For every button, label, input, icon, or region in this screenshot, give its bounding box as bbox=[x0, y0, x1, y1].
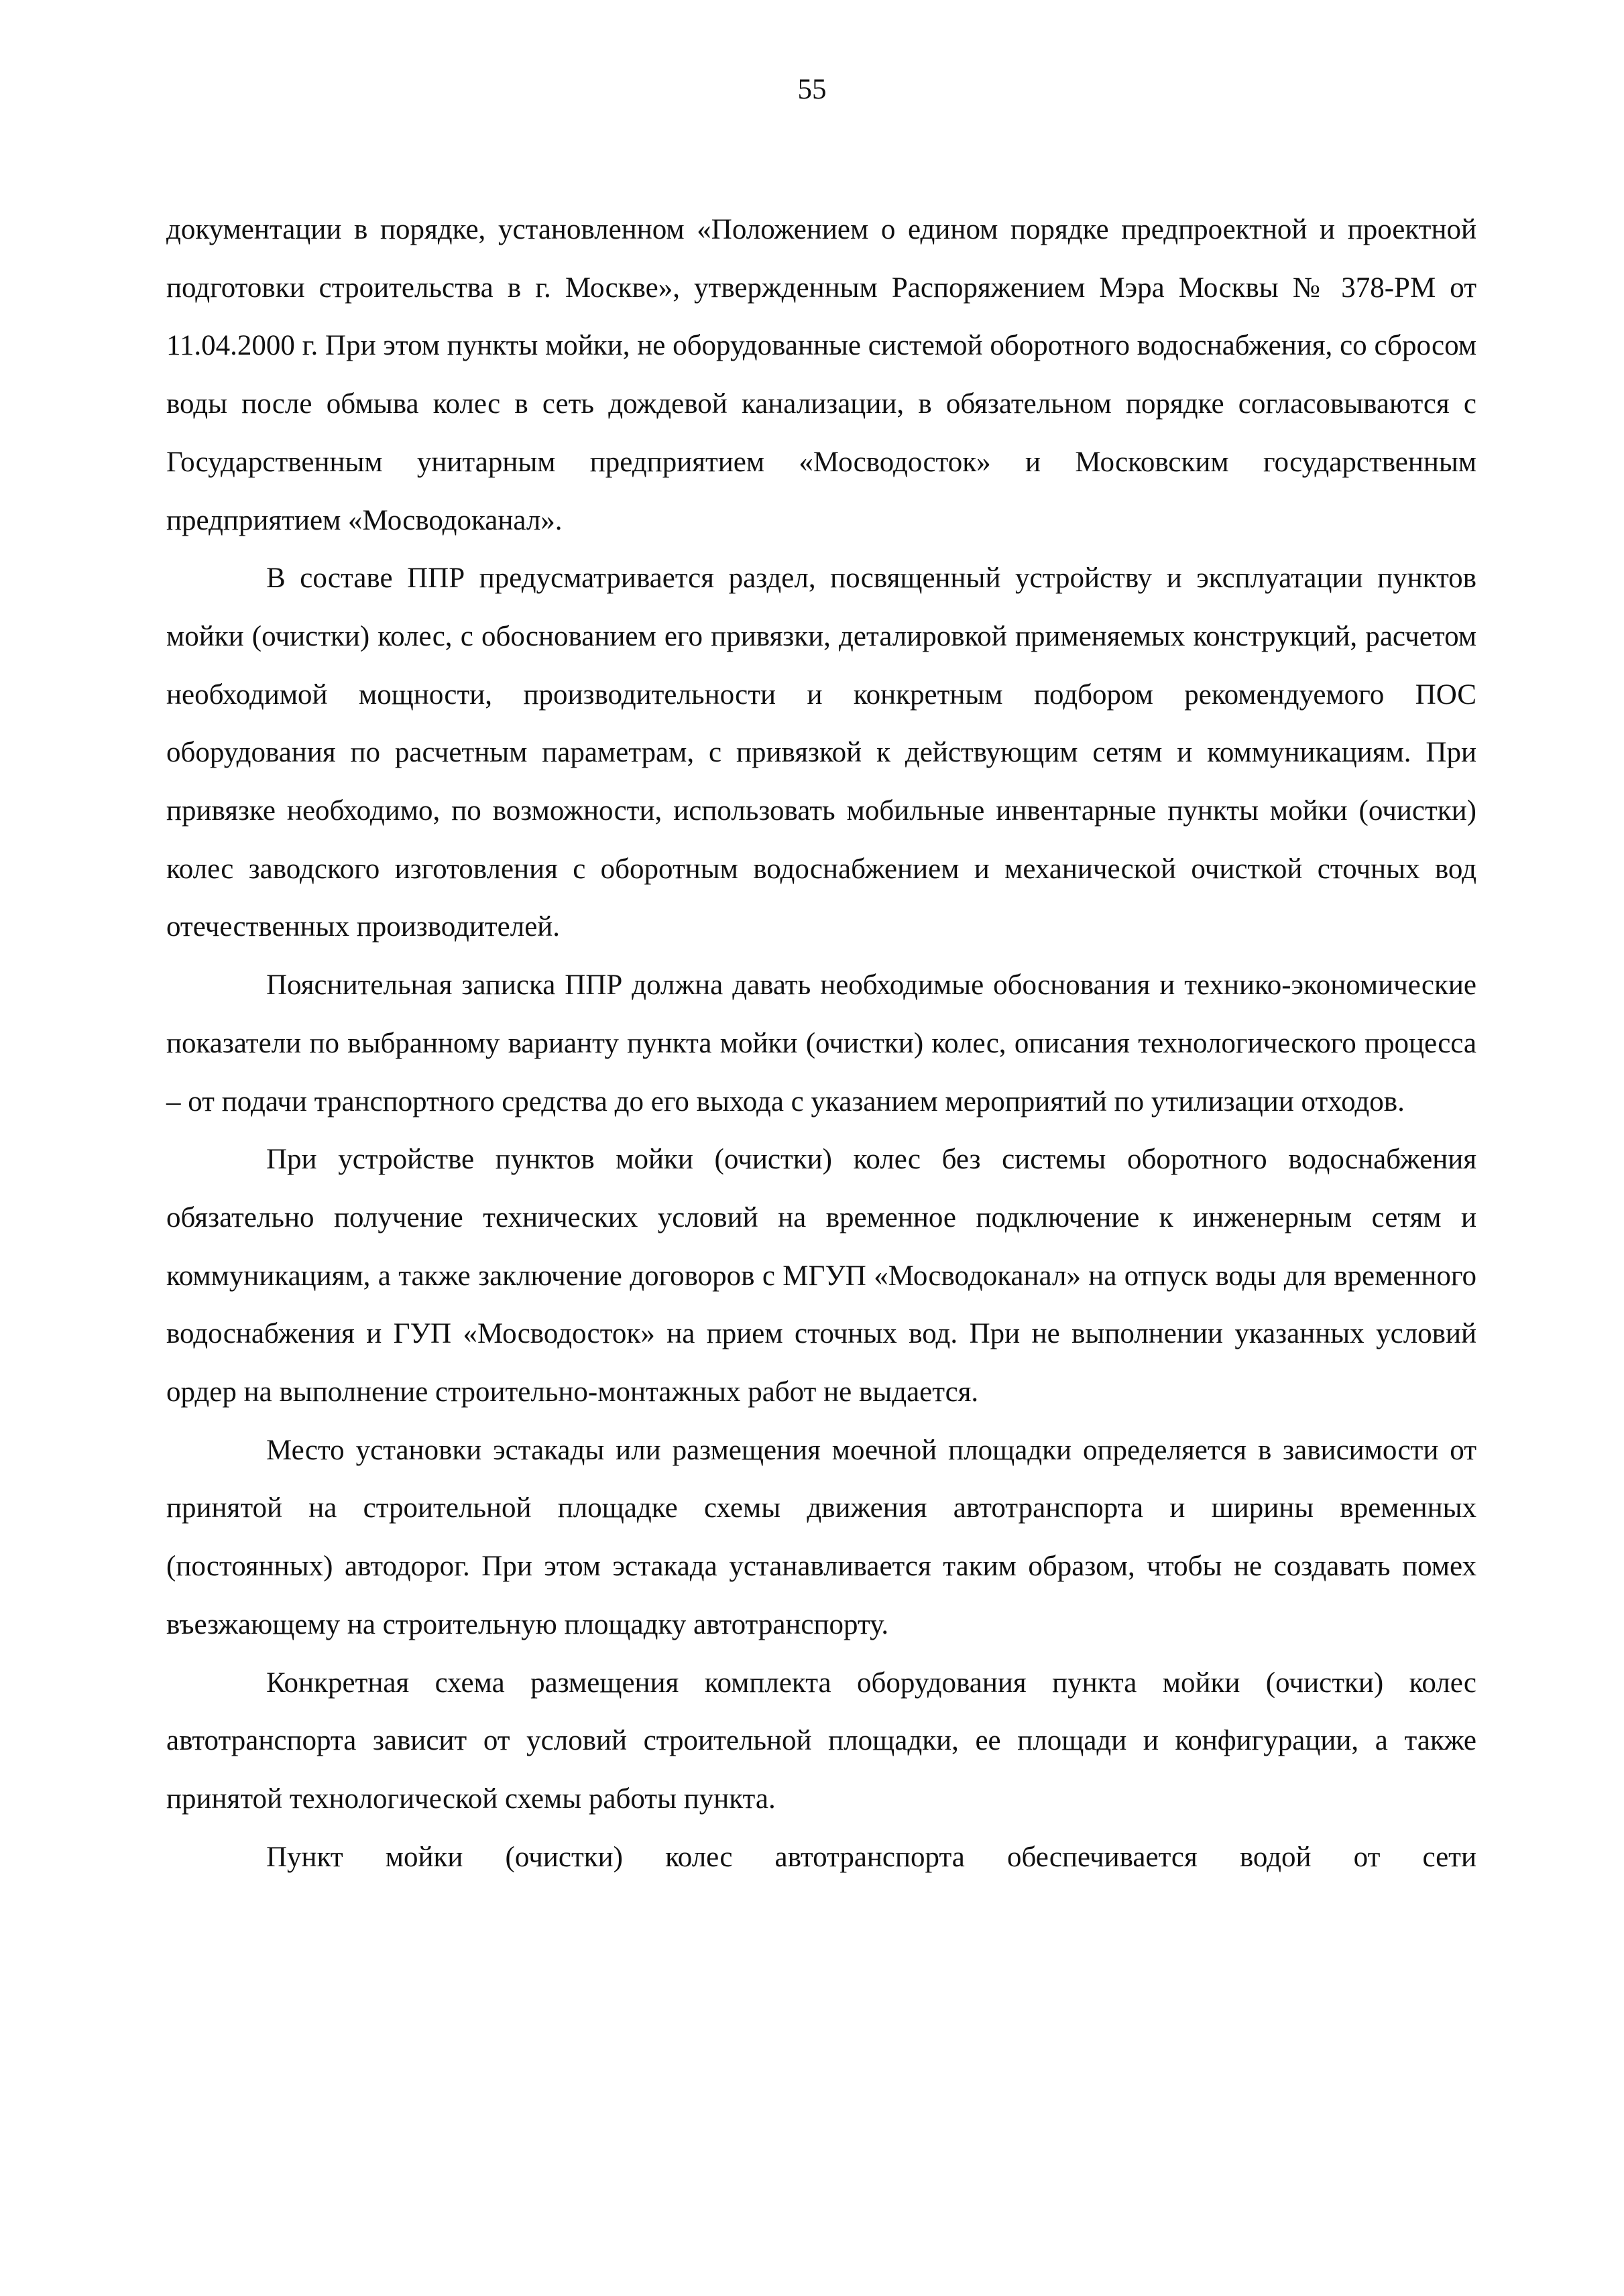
paragraph-4: При устройстве пунктов мойки (очистки) колес без системы оборотного водоснабжения обязательно получение технических условий на временное подключение к инженерным сетям и коммуникациям, а также заключение договоров с МГУП «Мосводоканал» на отпуск воды для временного водоснабжения и ГУП «Мосводосток» на прием сточных вод. При не выполнении указанных условий ордер на выполнение строительно-монтажных работ не выдается. bbox=[166, 1144, 1476, 1408]
paragraph-2: В составе ППР предусматривается раздел, посвященный устройству и эксплуатации пунктов мойки (очистки) колес, с обоснованием его привязки, деталировкой применяемых конструкций, расчетом необходимой мощности, производительности и конкретным подбором рекомендуемого ПОС оборудования по расчетным параметрам, с привязкой к действующим сетям и коммуникациям. При привязке необходимо, по возможности, использовать мобильные инвентарные пункты мойки (очистки) колес заводского изготовления с оборотным водоснабжением и механической очисткой сточных вод отечественных производителей. bbox=[166, 562, 1476, 943]
paragraph-5: Место установки эстакады или размещения моечной площадки определяется в зависимости от принятой на строительной площадке схемы движения автотранспорта и ширины временных (постоянных) автодорог. При этом эстакада устанавливается таким образом, чтобы не создавать помех въезжающему на строительную площадку автотранспорту. bbox=[166, 1434, 1476, 1640]
page-number: 55 bbox=[797, 74, 827, 105]
paragraph-6: Конкретная схема размещения комплекта оборудования пункта мойки (очистки) колес автотранспорта зависит от условий строительной площадки, ее площади и конфигурации, а также принятой технологической схемы работы пункта. bbox=[166, 1667, 1476, 1815]
paragraph-7: Пункт мойки (очистки) колес автотранспорта обеспечивается водой от сети bbox=[266, 1841, 1476, 1873]
paragraph-3: Пояснительная записка ППР должна давать необходимые обоснования и технико-экономические показатели по выбранному варианту пункта мойки (очистки) колес, описания технологического процесса – от подачи транспортного средства до его выхода с указанием мероприятий по утилизации отходов. bbox=[166, 969, 1476, 1117]
paragraph-1: документации в порядке, установленном «Положением о едином порядке предпроектной и проектной подготовки строительства в г. Москве», утвержденным Распоряжением Мэра Москвы № 378-РМ от 11.04.2000 г. При этом пункты мойки, не оборудованные системой оборотного водоснабжения, со сбросом воды после обмыва колес в сеть дождевой канализации, в обязательном порядке согласовываются с Государственным унитарным предприятием «Мосводосток» и Московским государственным предприятием «Мосводоканал». bbox=[166, 214, 1476, 536]
document-body bbox=[166, 201, 1476, 1886]
